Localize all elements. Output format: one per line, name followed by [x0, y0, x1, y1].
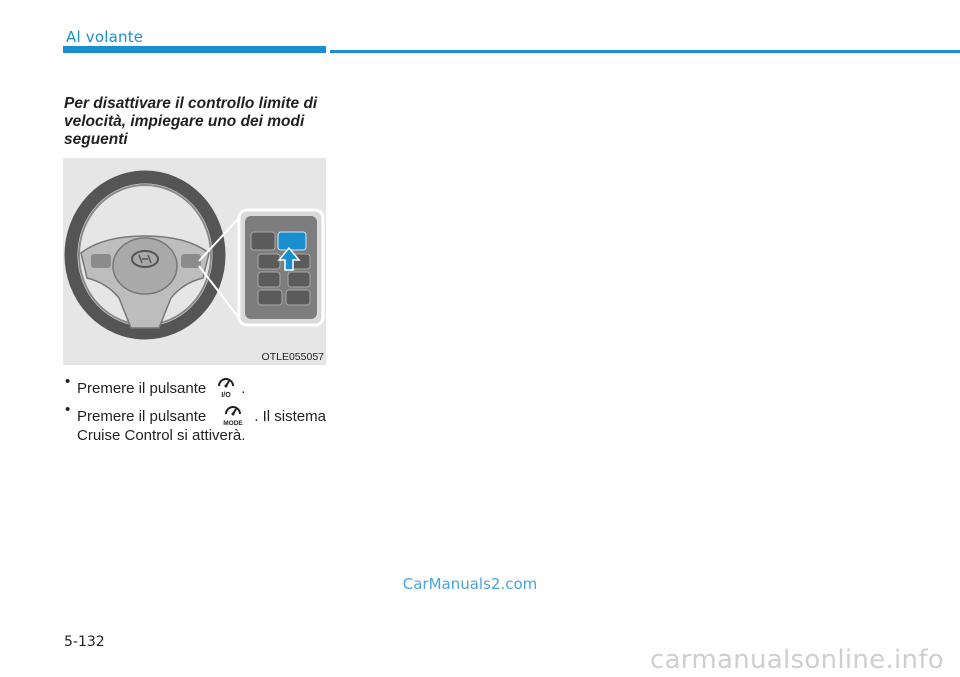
speed-limit-button-highlighted	[278, 232, 306, 250]
bullet-continuation: Cruise Control si attiverà.	[77, 427, 246, 444]
bullet-list	[64, 372, 326, 447]
footer-watermark: carmanualsonline.info	[649, 645, 944, 675]
bullet-marker: •	[65, 401, 71, 418]
io-label: I/O	[221, 392, 231, 398]
steering-wheel-illustration	[63, 158, 326, 365]
bullet-item	[64, 372, 326, 398]
bullet-text-end: . Il sistema	[254, 408, 326, 425]
speed-limit-io-button-icon	[214, 372, 238, 398]
distance-button	[258, 272, 280, 287]
header-rule-thick	[63, 46, 326, 53]
right-spoke-buttons	[181, 254, 201, 268]
section-title: Al volante	[66, 28, 144, 46]
lower-button-left	[258, 290, 282, 305]
figure-code: OTLE055057	[261, 351, 324, 363]
cancel-button	[288, 272, 310, 287]
bullet-text: Premere il pulsante	[77, 408, 207, 425]
header-rule-thin	[330, 50, 960, 53]
speed-limit-mode-button-icon	[221, 400, 245, 426]
lower-button-right	[286, 290, 310, 305]
bullet-marker: •	[65, 373, 71, 390]
bullet-text: Premere il pulsante	[77, 380, 207, 397]
mode-label: MODE	[223, 420, 243, 426]
cruise-button	[251, 232, 275, 250]
res-button	[258, 254, 280, 269]
subheading: Per disattivare il controllo limite di velocità, impiegare uno dei modi seguenti	[64, 95, 318, 148]
steering-wheel-figure	[63, 158, 326, 365]
watermark-link[interactable]: CarManuals2.com	[402, 575, 538, 593]
bullet-text-end: .	[241, 380, 246, 397]
left-spoke-buttons	[91, 254, 111, 268]
page-number: 5-132	[64, 634, 105, 650]
bullet-item	[64, 400, 326, 445]
